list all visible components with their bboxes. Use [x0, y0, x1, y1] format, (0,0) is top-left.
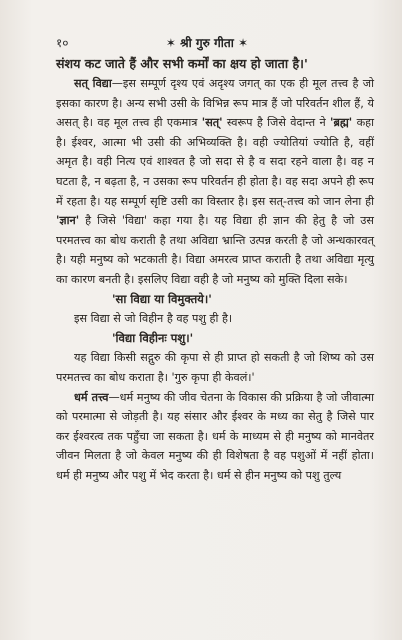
paragraph-sat-vidya [56, 74, 374, 290]
quote-sa-vidya: 'सा विद्या या विमुक्तये।' [112, 291, 212, 306]
term-gyan: 'ज्ञान' [56, 214, 80, 228]
paragraph-text: स्वरूप है जिसे वेदान्त ने [222, 116, 331, 130]
term-dharma-tattva: धर्म तत्त्व [74, 390, 109, 404]
term-brahma: 'ब्रह्म' [330, 116, 353, 130]
lead-line: संशय कट जाते हैं और सभी कर्मों का क्षय हो जाता है।' [56, 56, 308, 71]
line-after-quote: इस विद्या से जो विहीन है वह पशु ही है। [74, 312, 233, 326]
quote-vidya-viheen: 'विद्या विहीनः पशु।' [112, 330, 194, 345]
running-title: ✶ श्री गुरु गीता ✶ [165, 36, 249, 50]
paragraph-text: —इस सम्पूर्ण दृश्य एवं अदृश्य जगत् का एक ही मूल तत्त्व है जो इसका कारण है। अन्य सभी उसी के विभिन्न रूप मात्र हैं जो परिवर्तन शील हैं, ये असत् है। वह मूल तत्त्व ही एकमात्र [56, 77, 374, 130]
paragraph-text: कहा है। ईश्वर, आत्मा भी उसी की अभिव्यक्ति है। वही ज्योतियां ज्योति है, वहीं अमृत है। वही नित्य एवं शाश्वत है जो सदा से है व सदा रहने वाला है। वह न घटता है, न बढ़ता है, न उसका रूप परिवर्तन ही होता है। वह सदा अपने ही रूप में रहता है। यह सम्पूर्ण सृष्टि उसी का विस्तार है। इस सत्-तत्त्व को जान लेना ही [56, 116, 375, 208]
paragraph-dharma-tattva [56, 388, 374, 486]
page-number: १० [56, 36, 69, 50]
paragraph-guru-kripa: यह विद्या किसी सद्गुरु की कृपा से ही प्राप्त हो सकती है जो शिष्य को उस परमतत्त्व का बोध कराता है। 'गुरु कृपा ही केवलं।' [56, 351, 374, 384]
paragraph-text: —धर्म मनुष्य की जीव चेतना के विकास की प्रक्रिया है जो जीवात्मा को परमात्मा से जोड़ती है। यह संसार और ईश्वर के मध्य का सेतु है जिसे पार कर ईश्वरत्व तक पहुँचा जा सकता है। धर्म के माध्यम से ही मनुष्य को मानवेतर जीवन मिलता है जो केवल मनुष्य की ही विशेषता है वह पशुओं में नहीं होता। धर्म ही मनुष्य और पशु में भेद करता है। धर्म से हीन मनुष्य को पशु तुल्य [56, 390, 374, 482]
term-sat-vidya: सत् विद्या [74, 77, 112, 90]
page-header [56, 34, 358, 52]
page-body [56, 54, 374, 485]
paragraph-text: है जिसे 'विद्या' कहा गया है। यह विद्या ही ज्ञान की हेतु है जो उस परमतत्त्व का बोध कराती है तथा अविद्या भ्रान्ति उत्पन्न करती है जो अन्धकारवत् है। यही मनुष्य को भटकाती है। विद्या अमरत्व प्राप्त कराती है तथा अविद्या मृत्यु का कारण बनती है। इसलिए विद्या वही है जो मनुष्य को मुक्ति दिला सके। [56, 214, 374, 286]
term-sat: 'सत्' [201, 116, 223, 130]
